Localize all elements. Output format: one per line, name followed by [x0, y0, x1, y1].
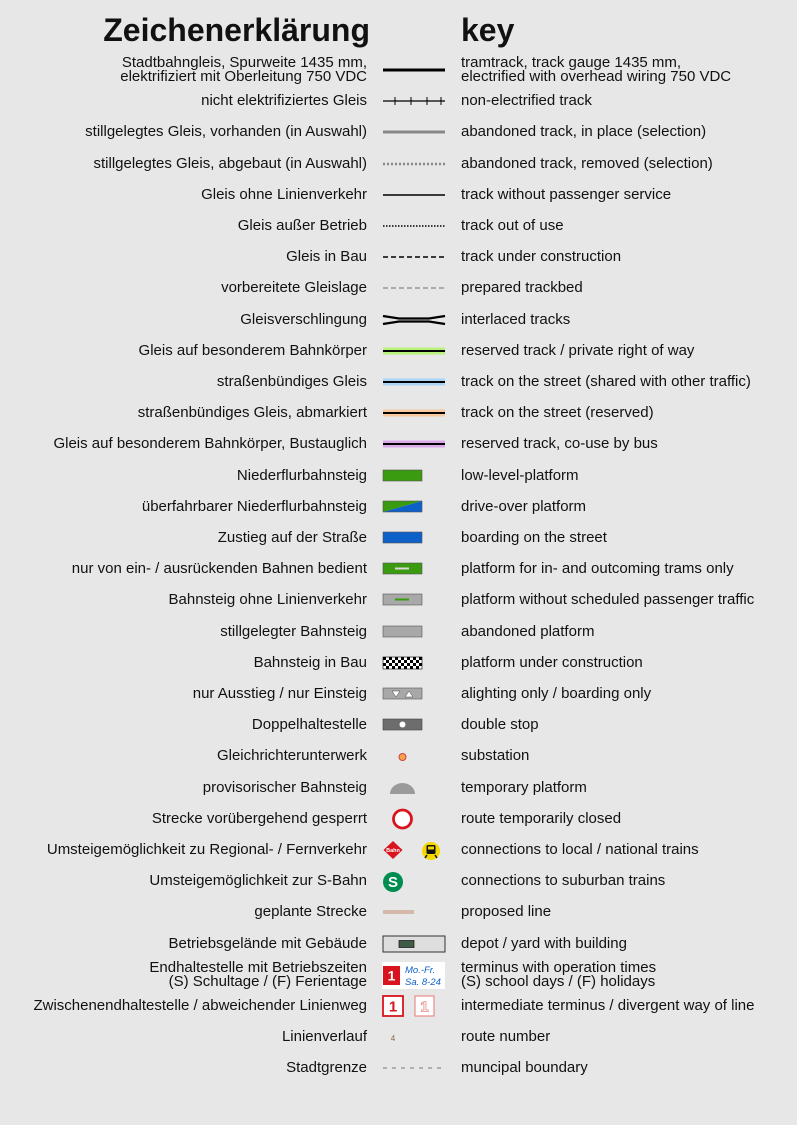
no-service-platform-symbol [375, 586, 455, 614]
label-german [203, 774, 367, 802]
label-german-line: Gleis ohne Linienverkehr [201, 185, 367, 203]
sbahn-letter: S [387, 874, 399, 892]
low-platform-symbol [375, 462, 455, 490]
label-english [461, 649, 643, 677]
label-german-line: Umsteigemöglichkeit zur S-Bahn [149, 872, 367, 890]
label-german-line: Linienverlauf [281, 1028, 367, 1046]
label-english [461, 898, 551, 926]
label-english [461, 212, 564, 240]
label-english-line: connections to local / national trains [461, 841, 699, 858]
label-german-line: stillgelegtes Gleis, abgebaut (in Auswahl) [93, 154, 367, 172]
label-german-line: vorbereitete Gleislage [221, 279, 367, 297]
legend-row-bus-track [0, 430, 797, 458]
label-english-line: substation [461, 747, 530, 765]
non-electrified-symbol [375, 87, 455, 115]
out-of-use-symbol [375, 212, 455, 240]
proposed-symbol [375, 898, 455, 926]
construction-symbol [375, 243, 455, 271]
label-english [461, 805, 621, 833]
label-german [139, 337, 367, 365]
label-german-line: nicht elektrifiziertes Gleis [201, 92, 367, 110]
label-german [254, 898, 367, 926]
label-german-line: stillgelegter Bahnsteig [220, 622, 367, 640]
terminus-number: 1 [387, 967, 396, 984]
label-german [201, 181, 367, 209]
label-german [120, 56, 367, 84]
legend-row-drive-over [0, 493, 797, 521]
label-english-line: route temporarily closed [461, 809, 622, 827]
legend-row-no-service-platform [0, 586, 797, 614]
label-german-line: Doppelhaltestelle [251, 716, 367, 734]
label-german [169, 930, 367, 958]
label-german-line: provisorischer Bahnsteig [202, 778, 367, 796]
label-english [461, 992, 754, 1020]
label-german-line: Gleis außer Betrieb [237, 217, 367, 234]
label-english-line: platform without scheduled passenger traffic [461, 591, 755, 609]
label-english [461, 181, 671, 209]
label-english [461, 399, 654, 427]
label-english [461, 555, 734, 583]
label-german-line: stillgelegtes Gleis, vorhanden (in Auswahl) [85, 123, 367, 141]
route-number-label: 4 [390, 1034, 396, 1044]
intermediate-number: 1 [388, 998, 398, 1016]
label-german-line: Zustieg auf der Straße [217, 529, 367, 546]
label-english [461, 742, 529, 770]
label-german [252, 711, 367, 739]
label-german [33, 992, 367, 1020]
national-trains-symbol [375, 836, 455, 864]
label-english-line: muncipal boundary [461, 1059, 588, 1077]
depot-symbol [375, 930, 455, 958]
street-shared-symbol [375, 368, 455, 396]
title-english: key [461, 12, 515, 48]
label-german-line: Bahnsteig in Bau [253, 653, 367, 671]
label-english-line: abandoned track, removed (selection) [461, 154, 713, 172]
label-german [217, 368, 367, 396]
label-german-line: Strecke vorübergehend gesperrt [151, 809, 367, 827]
legend-row-prepared [0, 274, 797, 302]
label-english-line: proposed line [461, 903, 552, 921]
label-english-line: platform for in- and outcoming trams only [461, 560, 734, 578]
label-english [461, 118, 706, 146]
legend-row-street-shared [0, 368, 797, 396]
label-german-line: Betriebsgelände mit Gebäude [168, 934, 367, 952]
legend-row-sbahn [0, 867, 797, 895]
label-english-line: (S) school days / (F) holidays [461, 972, 656, 990]
label-english-line: drive-over platform [461, 497, 587, 515]
label-german [201, 87, 367, 115]
label-german [193, 680, 367, 708]
label-english-line: prepared trackbed [461, 279, 583, 297]
label-english-line: interlaced tracks [461, 310, 571, 328]
label-english-line: reserved track / private right of way [461, 341, 695, 359]
bus-track-symbol [375, 430, 455, 458]
label-german-line: straßenbündiges Gleis, abmarkiert [137, 404, 367, 422]
closed-symbol [375, 805, 455, 833]
label-german [94, 150, 368, 178]
legend-row-proposed [0, 898, 797, 926]
interlaced-symbol [375, 306, 455, 334]
label-english-line: track under construction [461, 248, 622, 266]
label-german [217, 742, 367, 770]
reserved-symbol [375, 337, 455, 365]
legend-row-construction [0, 243, 797, 271]
label-english [461, 711, 539, 739]
label-english-line: tramtrack, track gauge 1435 mm, [461, 54, 682, 71]
label-german [286, 1054, 367, 1082]
legend-row-boundary [0, 1054, 797, 1082]
label-german [218, 524, 367, 552]
alight-board-symbol [375, 680, 455, 708]
label-german-line: Umsteigemöglichkeit zu Regional- / Fernverkehr [46, 841, 367, 858]
label-english [461, 1054, 588, 1082]
label-german [220, 618, 367, 646]
label-english-line: non-electrified track [461, 92, 592, 110]
label-english [461, 774, 587, 802]
terminus-times-symbol [375, 961, 455, 989]
platform-construction-symbol [375, 649, 455, 677]
label-english [461, 462, 579, 490]
label-english [461, 867, 665, 895]
legend-row-national-trains [0, 836, 797, 864]
label-german-line: Zwischenendhaltestelle / abweichender Linienweg [33, 997, 367, 1014]
label-english [461, 243, 621, 271]
label-english [461, 958, 657, 990]
legend-row-terminus-times [0, 958, 797, 990]
legend-row-in-out-platform [0, 555, 797, 583]
sbahn-symbol [375, 867, 455, 895]
prepared-symbol [375, 274, 455, 302]
legend-row-substation [0, 742, 797, 770]
legend-row-intermediate [0, 992, 797, 1020]
label-english [461, 430, 658, 458]
label-english [461, 618, 594, 646]
label-german-line: Bahnsteig ohne Linienverkehr [168, 591, 367, 609]
label-german-line: Stadtbahngleis, Spurweite 1435 mm, [121, 54, 367, 71]
label-english [461, 586, 754, 614]
legend-row-abandoned-in-place [0, 118, 797, 146]
legend-row-out-of-use [0, 212, 797, 240]
label-german [221, 274, 367, 302]
label-german [240, 306, 367, 334]
label-german [149, 867, 367, 895]
street-boarding-symbol [375, 524, 455, 552]
label-english-line: depot / yard with building [461, 934, 627, 952]
label-english-line: track out of use [461, 217, 564, 234]
label-german [149, 958, 367, 990]
label-german-line: Endhaltestelle mit Betriebszeiten [149, 958, 367, 976]
label-english-line: track on the street (reserved) [461, 404, 654, 422]
label-german [238, 212, 367, 240]
label-english [461, 274, 583, 302]
db-bahn-label: Bahn [386, 848, 400, 854]
label-german [286, 243, 367, 271]
label-german-line: straßenbündiges Gleis [216, 373, 367, 390]
substation-symbol [375, 742, 455, 770]
label-english-line: reserved track, co-use by bus [461, 435, 658, 453]
label-german-line: Niederflurbahnsteig [236, 466, 367, 484]
label-german-line: überfahrbarer Niederflurbahnsteig [141, 497, 367, 515]
label-english-line: terminus with operation times [461, 958, 657, 976]
label-german [282, 1023, 367, 1051]
label-english [461, 150, 713, 178]
street-reserved-symbol [375, 399, 455, 427]
label-english-line: connections to suburban trains [461, 872, 666, 890]
label-english-line: intermediate terminus / divergent way of line [461, 997, 755, 1014]
legend-row-street-reserved [0, 399, 797, 427]
legend-row-alight-board [0, 680, 797, 708]
label-english [461, 306, 570, 334]
legend-row-non-electrified [0, 87, 797, 115]
label-english-line: double stop [461, 716, 539, 734]
legend-row-closed [0, 805, 797, 833]
label-german-line: elektrifiziert mit Oberleitung 750 VDC [120, 68, 367, 85]
label-german-line: Gleis in Bau [286, 248, 367, 266]
divergent-number: 1 [420, 998, 429, 1016]
legend-row-no-service [0, 181, 797, 209]
abandoned-in-place-symbol [375, 118, 455, 146]
label-english-line: electrified with overhead wiring 750 VDC [461, 68, 732, 85]
label-english [461, 524, 607, 552]
title-german: Zeichenerklärung [103, 12, 370, 48]
label-german-line: nur Ausstieg / nur Einsteig [192, 685, 367, 702]
label-english-line: alighting only / boarding only [461, 685, 652, 702]
times-saturday: Sa. 8-24 [405, 976, 441, 988]
label-english [461, 836, 699, 864]
intermediate-symbol [375, 992, 455, 1020]
label-english-line: boarding on the street [461, 529, 607, 546]
label-english [461, 930, 627, 958]
label-english-line: low-level-platform [461, 466, 579, 484]
legend-row-abandoned-platform [0, 618, 797, 646]
legend-row-temporary [0, 774, 797, 802]
temporary-symbol [375, 774, 455, 802]
legend-row-low-platform [0, 462, 797, 490]
label-english-line: temporary platform [461, 778, 587, 796]
label-english-line: route number [461, 1028, 551, 1046]
label-german-line: Gleichrichterunterwerk [216, 747, 367, 765]
label-english [461, 493, 586, 521]
label-german [47, 836, 367, 864]
label-german [53, 430, 367, 458]
tramtrack-symbol [375, 56, 455, 84]
label-german [254, 649, 367, 677]
label-german-line: Gleisverschlingung [240, 310, 367, 328]
label-english-line: track without passenger service [461, 185, 672, 203]
label-german-line: nur von ein- / ausrückenden Bahnen bedient [71, 560, 367, 578]
double-stop-symbol [375, 711, 455, 739]
label-german [142, 493, 367, 521]
times-weekday: Mo.-Fr. [405, 964, 436, 976]
legend-row-platform-construction [0, 649, 797, 677]
label-english [461, 680, 651, 708]
label-english-line: abandoned platform [461, 622, 595, 640]
legend-row-interlaced [0, 306, 797, 334]
legend-row-tramtrack [0, 56, 797, 84]
label-german-line: (S) Schultage / (F) Ferientage [168, 972, 367, 990]
route-number-symbol [375, 1023, 455, 1051]
legend-row-street-boarding [0, 524, 797, 552]
drive-over-symbol [375, 493, 455, 521]
legend-row-abandoned-removed [0, 150, 797, 178]
label-german [152, 805, 367, 833]
label-german [72, 555, 367, 583]
boundary-symbol [375, 1054, 455, 1082]
label-english-line: abandoned track, in place (selection) [461, 123, 707, 141]
label-english-line: platform under construction [461, 653, 643, 671]
abandoned-removed-symbol [375, 150, 455, 178]
label-german [169, 586, 367, 614]
no-service-symbol [375, 181, 455, 209]
label-german-line: Stadtgrenze [286, 1059, 367, 1077]
label-english [461, 87, 592, 115]
label-english [461, 56, 731, 84]
label-german-line: Gleis auf besonderem Bahnkörper, Bustauglich [53, 435, 367, 453]
label-english [461, 337, 694, 365]
label-english [461, 1023, 550, 1051]
legend-row-route-number [0, 1023, 797, 1051]
legend-row-double-stop [0, 711, 797, 739]
in-out-platform-symbol [375, 555, 455, 583]
label-english [461, 368, 751, 396]
legend-row-reserved [0, 337, 797, 365]
label-german [138, 399, 367, 427]
label-german-line: geplante Strecke [254, 903, 367, 921]
abandoned-platform-symbol [375, 618, 455, 646]
label-german-line: Gleis auf besonderem Bahnkörper [138, 341, 367, 359]
label-german [237, 462, 367, 490]
label-german [85, 118, 367, 146]
label-english-line: track on the street (shared with other traffic) [461, 373, 751, 390]
legend-row-depot [0, 930, 797, 958]
